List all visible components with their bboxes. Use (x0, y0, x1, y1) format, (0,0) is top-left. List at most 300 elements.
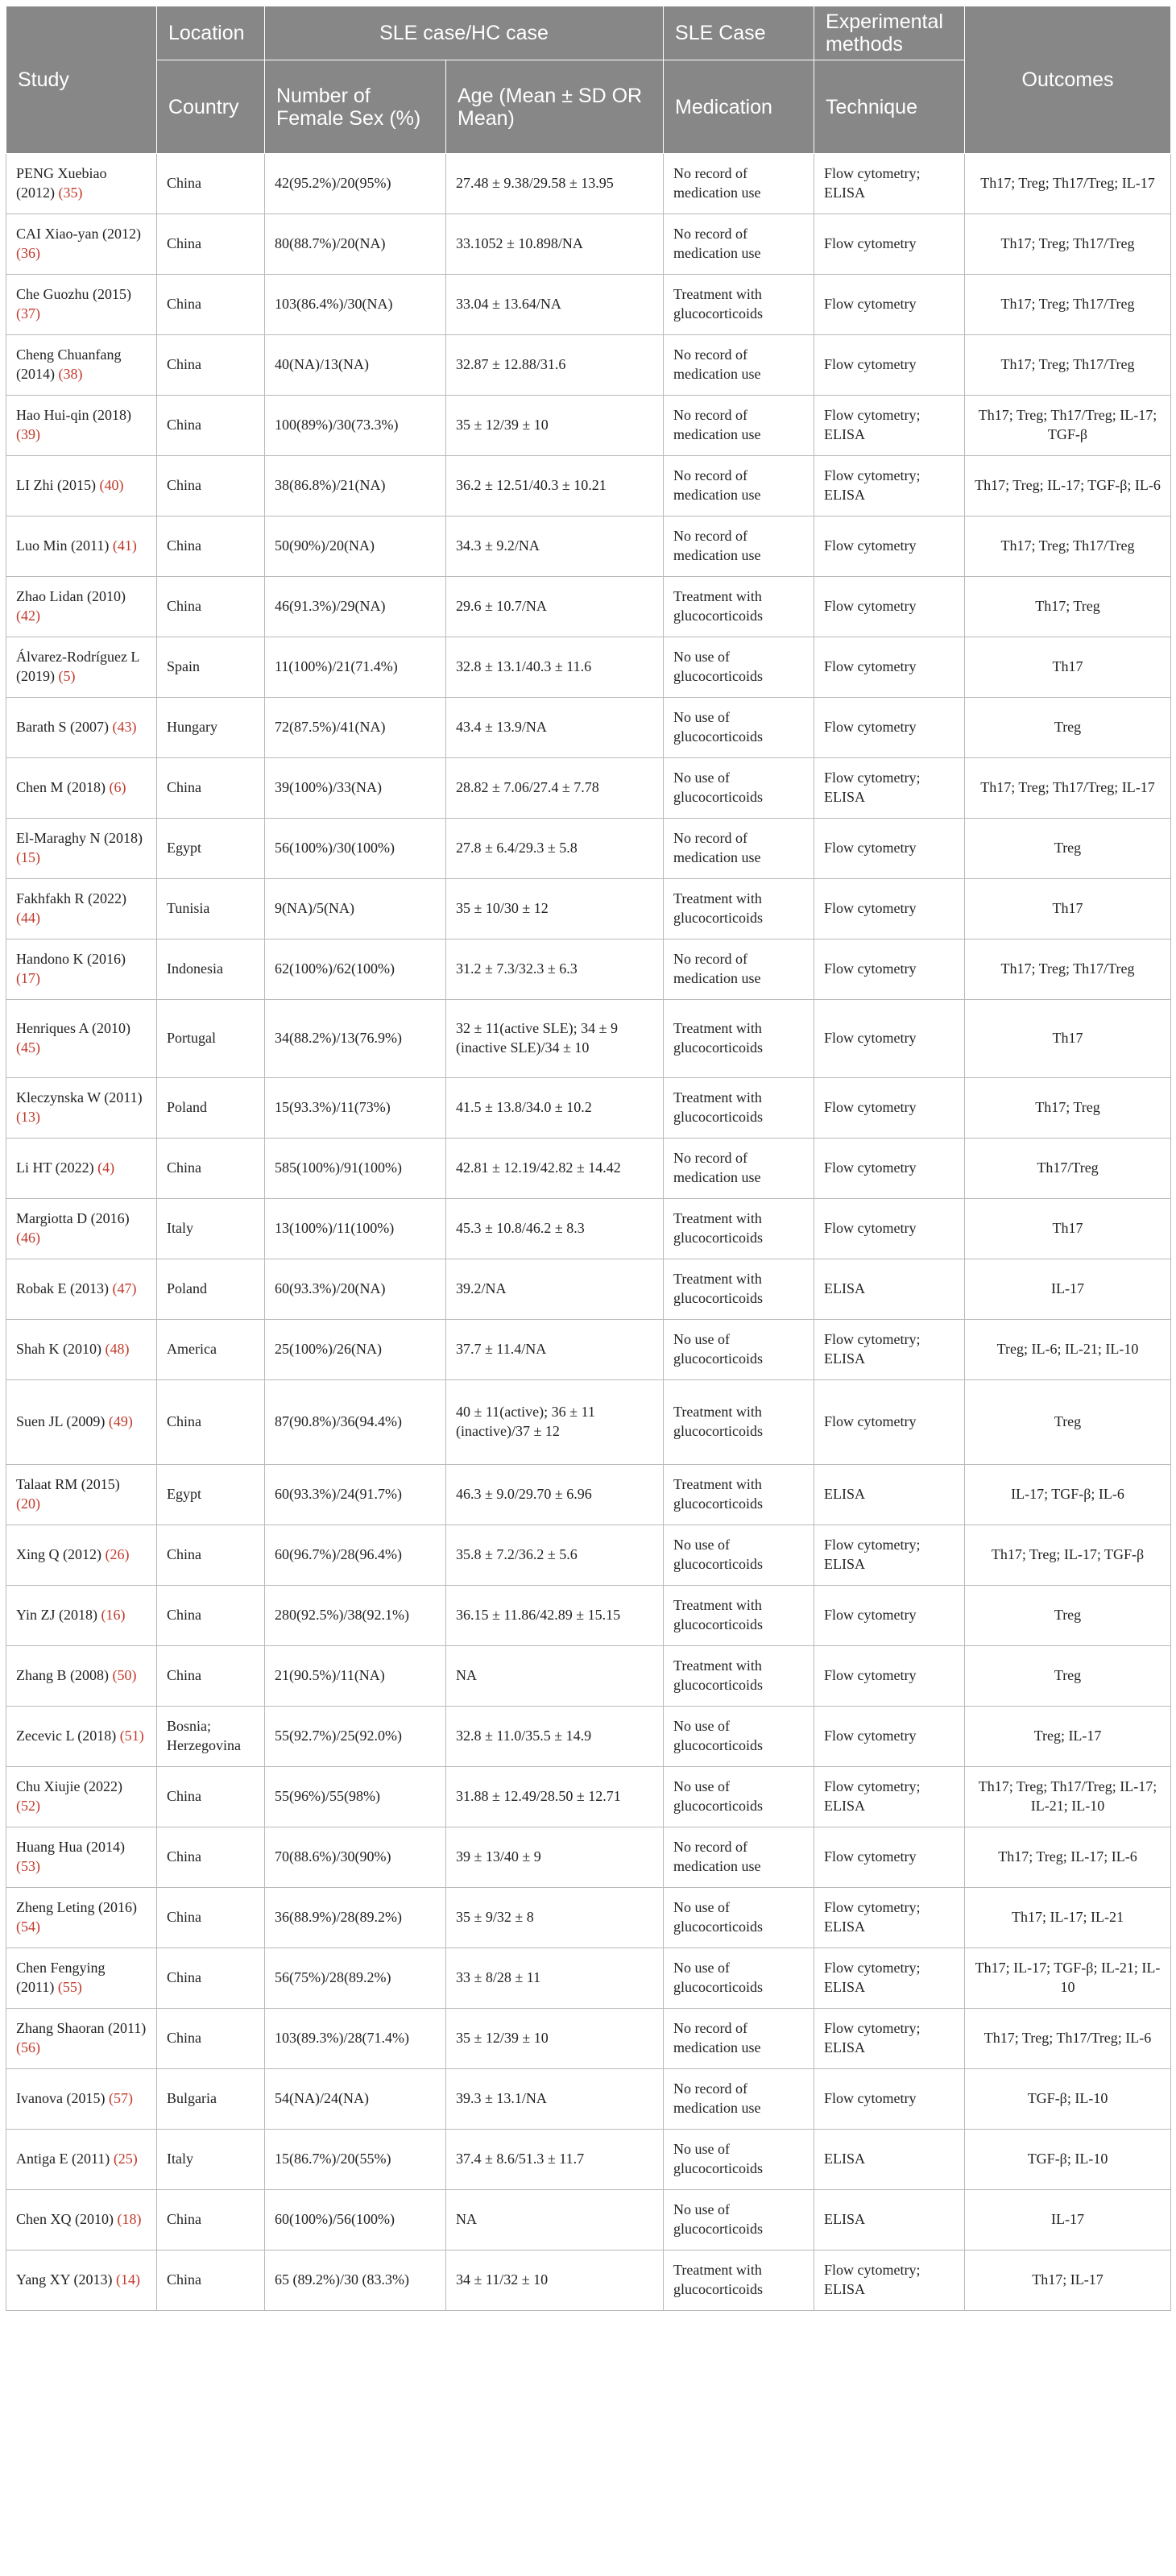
cell-female: 60(96.7%)/28(96.4%) (265, 1525, 446, 1586)
cell-age: 31.2 ± 7.3/32.3 ± 6.3 (446, 940, 664, 1000)
cell-female: 21(90.5%)/11(NA) (265, 1646, 446, 1707)
cell-outcomes: Th17; Treg; IL-17; IL-6 (965, 1827, 1171, 1888)
cell-technique: Flow cytometry (814, 1199, 965, 1259)
table-row (6, 1767, 1171, 1827)
cell-age: 36.15 ± 11.86/42.89 ± 15.15 (446, 1586, 664, 1646)
table-row (6, 758, 1171, 819)
cell-outcomes: Treg (965, 1646, 1171, 1707)
table-row (6, 1078, 1171, 1139)
cell-age: 34 ± 11/32 ± 10 (446, 2250, 664, 2311)
cell-female: 15(86.7%)/20(55%) (265, 2130, 446, 2190)
cell-outcomes: Th17; Treg; IL-17; TGF-β (965, 1525, 1171, 1586)
study-name: Antiga E (2011) (16, 2151, 110, 2167)
table-row (6, 1707, 1171, 1767)
cell-female: 280(92.5%)/38(92.1%) (265, 1586, 446, 1646)
cell-medication: No use of glucocorticoids (664, 1320, 814, 1380)
cell-medication: No use of glucocorticoids (664, 698, 814, 758)
cell-female: 55(96%)/55(98%) (265, 1767, 446, 1827)
cell-study (6, 214, 157, 275)
cell-outcomes: Th17 (965, 1000, 1171, 1078)
table-row (6, 1646, 1171, 1707)
cell-female: 55(92.7%)/25(92.0%) (265, 1707, 446, 1767)
cell-female: 36(88.9%)/28(89.2%) (265, 1888, 446, 1948)
reference-link[interactable]: (36) (16, 245, 40, 261)
reference-link[interactable]: (46) (16, 1230, 40, 1246)
reference-link[interactable]: (4) (97, 1159, 115, 1176)
cell-technique: Flow cytometry (814, 1000, 965, 1078)
cell-technique: Flow cytometry (814, 335, 965, 396)
cell-age: 39 ± 13/40 ± 9 (446, 1827, 664, 1888)
cell-outcomes: Th17; IL-17; IL-21 (965, 1888, 1171, 1948)
cell-technique: Flow cytometry (814, 1827, 965, 1888)
study-name: Huang Hua (2014) (16, 1839, 125, 1856)
cell-outcomes: Th17 (965, 1199, 1171, 1259)
cell-study (6, 2130, 157, 2190)
reference-link[interactable]: (18) (117, 2211, 142, 2228)
reference-link[interactable]: (37) (16, 305, 40, 321)
cell-study (6, 2069, 157, 2130)
cell-age: NA (446, 1646, 664, 1707)
cell-outcomes: Th17; Treg; Th17/Treg; IL-17 (965, 758, 1171, 819)
cell-country: Indonesia (157, 940, 265, 1000)
cell-female: 50(90%)/20(NA) (265, 516, 446, 577)
table-row (6, 2130, 1171, 2190)
reference-link[interactable]: (25) (113, 2151, 138, 2167)
cell-country: China (157, 758, 265, 819)
cell-technique: Flow cytometry; ELISA (814, 396, 965, 456)
table-row (6, 577, 1171, 637)
cell-age: 35 ± 12/39 ± 10 (446, 2009, 664, 2069)
table-row (6, 154, 1171, 214)
cell-technique: Flow cytometry (814, 2069, 965, 2130)
cell-female: 11(100%)/21(71.4%) (265, 637, 446, 698)
header-location: Location (157, 6, 265, 60)
table-row (6, 1586, 1171, 1646)
cell-age: 39.2/NA (446, 1259, 664, 1320)
header-study: Study (6, 6, 157, 154)
cell-technique: ELISA (814, 1259, 965, 1320)
cell-age: 46.3 ± 9.0/29.70 ± 6.96 (446, 1465, 664, 1525)
reference-link[interactable]: (14) (116, 2271, 141, 2288)
cell-study (6, 758, 157, 819)
study-name: Fakhfakh R (2022) (16, 890, 126, 907)
table-row (6, 1465, 1171, 1525)
table-row (6, 879, 1171, 940)
cell-country: Italy (157, 2130, 265, 2190)
cell-female: 46(91.3%)/29(NA) (265, 577, 446, 637)
cell-country: China (157, 335, 265, 396)
cell-study (6, 1000, 157, 1078)
cell-country: China (157, 2250, 265, 2311)
table-row (6, 1948, 1171, 2009)
cell-country: Portugal (157, 1000, 265, 1078)
cell-age: 37.4 ± 8.6/51.3 ± 11.7 (446, 2130, 664, 2190)
cell-country: China (157, 214, 265, 275)
cell-technique: Flow cytometry; ELISA (814, 758, 965, 819)
reference-link[interactable]: (53) (16, 1858, 40, 1874)
cell-study (6, 2250, 157, 2311)
cell-study (6, 1827, 157, 1888)
cell-outcomes: Th17; Treg; Th17/Treg (965, 335, 1171, 396)
cell-country: China (157, 1827, 265, 1888)
header-experimental-methods: Experimental methods (814, 6, 965, 60)
cell-country: China (157, 2009, 265, 2069)
reference-link[interactable]: (51) (119, 1728, 144, 1744)
reference-link[interactable]: (50) (112, 1667, 137, 1684)
table-row (6, 1827, 1171, 1888)
cell-technique: Flow cytometry (814, 1139, 965, 1199)
cell-medication: No record of medication use (664, 819, 814, 879)
cell-technique: Flow cytometry (814, 940, 965, 1000)
table-body (6, 154, 1171, 2311)
cell-age: 32.8 ± 13.1/40.3 ± 11.6 (446, 637, 664, 698)
cell-technique: Flow cytometry (814, 214, 965, 275)
header-age: Age (Mean ± SD OR Mean) (446, 60, 664, 154)
table-header (6, 6, 1171, 154)
study-name: Kleczynska W (2011) (16, 1089, 143, 1106)
cell-medication: No record of medication use (664, 154, 814, 214)
cell-country: China (157, 1525, 265, 1586)
cell-outcomes: Treg (965, 1380, 1171, 1465)
cell-age: 37.7 ± 11.4/NA (446, 1320, 664, 1380)
cell-outcomes: TGF-β; IL-10 (965, 2069, 1171, 2130)
cell-outcomes: TGF-β; IL-10 (965, 2130, 1171, 2190)
cell-medication: Treatment with glucocorticoids (664, 1078, 814, 1139)
cell-outcomes: Treg (965, 1586, 1171, 1646)
cell-age: 39.3 ± 13.1/NA (446, 2069, 664, 2130)
reference-link[interactable]: (26) (105, 1546, 130, 1563)
cell-outcomes: Th17 (965, 879, 1171, 940)
cell-study (6, 154, 157, 214)
cell-technique: Flow cytometry (814, 1646, 965, 1707)
cell-study (6, 335, 157, 396)
cell-study (6, 1259, 157, 1320)
study-name: Zecevic L (2018) (16, 1728, 117, 1744)
cell-study (6, 1078, 157, 1139)
table-row (6, 1139, 1171, 1199)
cell-outcomes: Th17/Treg (965, 1139, 1171, 1199)
study-name: LI Zhi (2015) (16, 477, 96, 494)
study-name: Yang XY (2013) (16, 2271, 113, 2288)
cell-study (6, 456, 157, 516)
cell-medication: No record of medication use (664, 2009, 814, 2069)
cell-study (6, 1199, 157, 1259)
cell-country: Spain (157, 637, 265, 698)
cell-technique: Flow cytometry; ELISA (814, 1525, 965, 1586)
cell-technique: Flow cytometry (814, 1707, 965, 1767)
cell-country: China (157, 1586, 265, 1646)
cell-medication: No record of medication use (664, 516, 814, 577)
cell-medication: No record of medication use (664, 2069, 814, 2130)
study-name: Chu Xiujie (2022) (16, 1778, 122, 1795)
cell-study (6, 940, 157, 1000)
cell-technique: Flow cytometry; ELISA (814, 1320, 965, 1380)
table-row (6, 396, 1171, 456)
cell-female: 100(89%)/30(73.3%) (265, 396, 446, 456)
study-name: Robak E (2013) (16, 1280, 109, 1297)
table-row (6, 940, 1171, 1000)
reference-link[interactable]: (48) (105, 1341, 130, 1358)
table-row (6, 1525, 1171, 1586)
cell-country: Egypt (157, 819, 265, 879)
table-row (6, 1199, 1171, 1259)
cell-age: 32 ± 11(active SLE); 34 ± 9 (inactive SLE)/34 ± 10 (446, 1000, 664, 1078)
cell-medication: No record of medication use (664, 1139, 814, 1199)
cell-female: 25(100%)/26(NA) (265, 1320, 446, 1380)
cell-medication: No use of glucocorticoids (664, 1525, 814, 1586)
reference-link[interactable]: (6) (109, 779, 126, 796)
cell-medication: No record of medication use (664, 335, 814, 396)
cell-outcomes: Th17; Treg; Th17/Treg; IL-17; IL-21; IL-10 (965, 1767, 1171, 1827)
study-name: El-Maraghy N (2018) (16, 830, 143, 847)
cell-medication: Treatment with glucocorticoids (664, 1465, 814, 1525)
cell-outcomes: Th17; Treg; Th17/Treg; IL-6 (965, 2009, 1171, 2069)
header-number-female: Number of Female Sex (%) (265, 60, 446, 154)
reference-link[interactable]: (20) (16, 1495, 40, 1512)
reference-link[interactable]: (35) (58, 185, 83, 201)
cell-age: 33.1052 ± 10.898/NA (446, 214, 664, 275)
reference-link[interactable]: (40) (99, 477, 124, 494)
cell-outcomes: Th17; IL-17 (965, 2250, 1171, 2311)
cell-study (6, 879, 157, 940)
cell-female: 9(NA)/5(NA) (265, 879, 446, 940)
cell-female: 70(88.6%)/30(90%) (265, 1827, 446, 1888)
reference-link[interactable]: (39) (16, 426, 40, 442)
cell-female: 60(100%)/56(100%) (265, 2190, 446, 2250)
cell-age: 27.48 ± 9.38/29.58 ± 13.95 (446, 154, 664, 214)
cell-female: 80(88.7%)/20(NA) (265, 214, 446, 275)
table-row (6, 2009, 1171, 2069)
study-name: Zhao Lidan (2010) (16, 588, 126, 605)
cell-technique: ELISA (814, 2190, 965, 2250)
cell-country: China (157, 516, 265, 577)
cell-technique: Flow cytometry; ELISA (814, 1888, 965, 1948)
cell-country: China (157, 577, 265, 637)
cell-technique: Flow cytometry; ELISA (814, 2250, 965, 2311)
cell-outcomes: IL-17 (965, 1259, 1171, 1320)
cell-medication: No use of glucocorticoids (664, 1948, 814, 2009)
cell-country: China (157, 1948, 265, 2009)
reference-link[interactable]: (55) (57, 1979, 82, 1995)
cell-medication: No use of glucocorticoids (664, 1767, 814, 1827)
reference-link[interactable]: (38) (58, 366, 83, 382)
table-row (6, 698, 1171, 758)
cell-age: 41.5 ± 13.8/34.0 ± 10.2 (446, 1078, 664, 1139)
study-name: Talaat RM (2015) (16, 1476, 120, 1493)
cell-medication: Treatment with glucocorticoids (664, 879, 814, 940)
table-row (6, 2069, 1171, 2130)
cell-country: China (157, 154, 265, 214)
reference-link[interactable]: (44) (16, 910, 40, 926)
cell-technique: ELISA (814, 2130, 965, 2190)
study-name: Zheng Leting (2016) (16, 1899, 137, 1916)
cell-study (6, 1380, 157, 1465)
table-row (6, 335, 1171, 396)
cell-study (6, 1948, 157, 2009)
cell-country: China (157, 1139, 265, 1199)
table-row (6, 214, 1171, 275)
cell-female: 38(86.8%)/21(NA) (265, 456, 446, 516)
cell-country: Bulgaria (157, 2069, 265, 2130)
cell-medication: No use of glucocorticoids (664, 2130, 814, 2190)
study-name: Cheng Chuanfang (2014) (16, 346, 122, 382)
cell-age: 32.8 ± 11.0/35.5 ± 14.9 (446, 1707, 664, 1767)
cell-medication: Treatment with glucocorticoids (664, 1646, 814, 1707)
cell-age: 31.88 ± 12.49/28.50 ± 12.71 (446, 1767, 664, 1827)
cell-medication: No use of glucocorticoids (664, 758, 814, 819)
cell-outcomes: Treg (965, 819, 1171, 879)
study-name: Ivanova (2015) (16, 2090, 106, 2107)
reference-link[interactable]: (42) (16, 608, 40, 624)
table-row (6, 1259, 1171, 1320)
cell-country: China (157, 456, 265, 516)
header-sle-case: SLE Case (664, 6, 814, 60)
cell-age: 33 ± 8/28 ± 11 (446, 1948, 664, 2009)
reference-link[interactable]: (41) (112, 537, 137, 554)
cell-country: China (157, 275, 265, 335)
cell-study (6, 1525, 157, 1586)
cell-medication: Treatment with glucocorticoids (664, 275, 814, 335)
reference-link[interactable]: (5) (58, 668, 76, 684)
cell-outcomes: Th17; Treg; Th17/Treg (965, 516, 1171, 577)
cell-technique: ELISA (814, 1465, 965, 1525)
cell-technique: Flow cytometry; ELISA (814, 154, 965, 214)
cell-outcomes: Treg (965, 698, 1171, 758)
cell-outcomes: Th17; Treg (965, 1078, 1171, 1139)
cell-age: 29.6 ± 10.7/NA (446, 577, 664, 637)
reference-link[interactable]: (49) (108, 1413, 133, 1430)
reference-link[interactable]: (54) (16, 1919, 40, 1935)
cell-age: 27.8 ± 6.4/29.3 ± 5.8 (446, 819, 664, 879)
cell-technique: Flow cytometry (814, 698, 965, 758)
cell-female: 103(86.4%)/30(NA) (265, 275, 446, 335)
cell-female: 585(100%)/91(100%) (265, 1139, 446, 1199)
cell-age: 43.4 ± 13.9/NA (446, 698, 664, 758)
table-row (6, 1320, 1171, 1380)
cell-female: 62(100%)/62(100%) (265, 940, 446, 1000)
study-name: Chen XQ (2010) (16, 2211, 114, 2228)
reference-link[interactable]: (56) (16, 2039, 40, 2055)
reference-link[interactable]: (43) (112, 719, 137, 736)
reference-link[interactable]: (15) (16, 849, 40, 865)
header-medication: Medication (664, 60, 814, 154)
cell-country: Poland (157, 1078, 265, 1139)
cell-female: 103(89.3%)/28(71.4%) (265, 2009, 446, 2069)
cell-study (6, 1586, 157, 1646)
cell-country: China (157, 396, 265, 456)
study-name: Barath S (2007) (16, 719, 109, 736)
cell-study (6, 2009, 157, 2069)
cell-female: 34(88.2%)/13(76.9%) (265, 1000, 446, 1078)
cell-medication: Treatment with glucocorticoids (664, 1380, 814, 1465)
table-row (6, 456, 1171, 516)
reference-link[interactable]: (13) (16, 1109, 40, 1125)
study-name: Handono K (2016) (16, 951, 126, 968)
study-name: Yin ZJ (2018) (16, 1607, 97, 1624)
cell-female: 54(NA)/24(NA) (265, 2069, 446, 2130)
study-name: Chen Fengying (2011) (16, 1960, 106, 1995)
cell-technique: Flow cytometry (814, 637, 965, 698)
cell-age: 42.81 ± 12.19/42.82 ± 14.42 (446, 1139, 664, 1199)
cell-female: 60(93.3%)/20(NA) (265, 1259, 446, 1320)
cell-technique: Flow cytometry (814, 275, 965, 335)
cell-outcomes: Th17; Treg; Th17/Treg (965, 214, 1171, 275)
table-row (6, 1000, 1171, 1078)
cell-medication: Treatment with glucocorticoids (664, 1259, 814, 1320)
cell-medication: No record of medication use (664, 214, 814, 275)
cell-female: 56(75%)/28(89.2%) (265, 1948, 446, 2009)
study-name: Chen M (2018) (16, 779, 106, 796)
cell-outcomes: Treg; IL-6; IL-21; IL-10 (965, 1320, 1171, 1380)
cell-age: 35 ± 10/30 ± 12 (446, 879, 664, 940)
reference-link[interactable]: (52) (16, 1798, 40, 1814)
cell-medication: Treatment with glucocorticoids (664, 1000, 814, 1078)
cell-age: 36.2 ± 12.51/40.3 ± 10.21 (446, 456, 664, 516)
cell-age: 45.3 ± 10.8/46.2 ± 8.3 (446, 1199, 664, 1259)
cell-technique: Flow cytometry (814, 1078, 965, 1139)
cell-medication: No use of glucocorticoids (664, 2190, 814, 2250)
cell-country: America (157, 1320, 265, 1380)
cell-technique: Flow cytometry; ELISA (814, 1767, 965, 1827)
cell-medication: No record of medication use (664, 396, 814, 456)
cell-medication: Treatment with glucocorticoids (664, 1199, 814, 1259)
cell-medication: No record of medication use (664, 940, 814, 1000)
cell-female: 60(93.3%)/24(91.7%) (265, 1465, 446, 1525)
reference-link[interactable]: (17) (16, 970, 40, 986)
reference-link[interactable]: (47) (112, 1280, 137, 1297)
cell-country: Italy (157, 1199, 265, 1259)
cell-technique: Flow cytometry; ELISA (814, 1948, 965, 2009)
cell-medication: No record of medication use (664, 456, 814, 516)
cell-age: 28.82 ± 7.06/27.4 ± 7.78 (446, 758, 664, 819)
cell-country: Poland (157, 1259, 265, 1320)
cell-female: 13(100%)/11(100%) (265, 1199, 446, 1259)
cell-technique: Flow cytometry; ELISA (814, 456, 965, 516)
cell-medication: No use of glucocorticoids (664, 1707, 814, 1767)
cell-outcomes: Th17; Treg; Th17/Treg; IL-17; TGF-β (965, 396, 1171, 456)
reference-link[interactable]: (16) (101, 1607, 126, 1624)
cell-female: 40(NA)/13(NA) (265, 335, 446, 396)
cell-female: 39(100%)/33(NA) (265, 758, 446, 819)
reference-link[interactable]: (57) (108, 2090, 133, 2107)
table-row (6, 2250, 1171, 2311)
cell-country: China (157, 1646, 265, 1707)
study-name: Suen JL (2009) (16, 1413, 106, 1430)
cell-age: 32.87 ± 12.88/31.6 (446, 335, 664, 396)
cell-study (6, 577, 157, 637)
cell-study (6, 1646, 157, 1707)
cell-medication: No record of medication use (664, 1827, 814, 1888)
cell-study (6, 1320, 157, 1380)
study-name: PENG Xuebiao (2012) (16, 165, 107, 201)
cell-technique: Flow cytometry (814, 879, 965, 940)
cell-technique: Flow cytometry (814, 1586, 965, 1646)
cell-study (6, 275, 157, 335)
cell-country: Bosnia; Herzegovina (157, 1707, 265, 1767)
table-row (6, 1888, 1171, 1948)
cell-country: China (157, 1767, 265, 1827)
cell-female: 87(90.8%)/36(94.4%) (265, 1380, 446, 1465)
table-row (6, 275, 1171, 335)
cell-medication: No use of glucocorticoids (664, 1888, 814, 1948)
cell-outcomes: Th17; Treg (965, 577, 1171, 637)
study-name: Xing Q (2012) (16, 1546, 101, 1563)
cell-country: Egypt (157, 1465, 265, 1525)
header-country: Country (157, 60, 265, 154)
cell-age: 34.3 ± 9.2/NA (446, 516, 664, 577)
cell-study (6, 1707, 157, 1767)
reference-link[interactable]: (45) (16, 1039, 40, 1056)
